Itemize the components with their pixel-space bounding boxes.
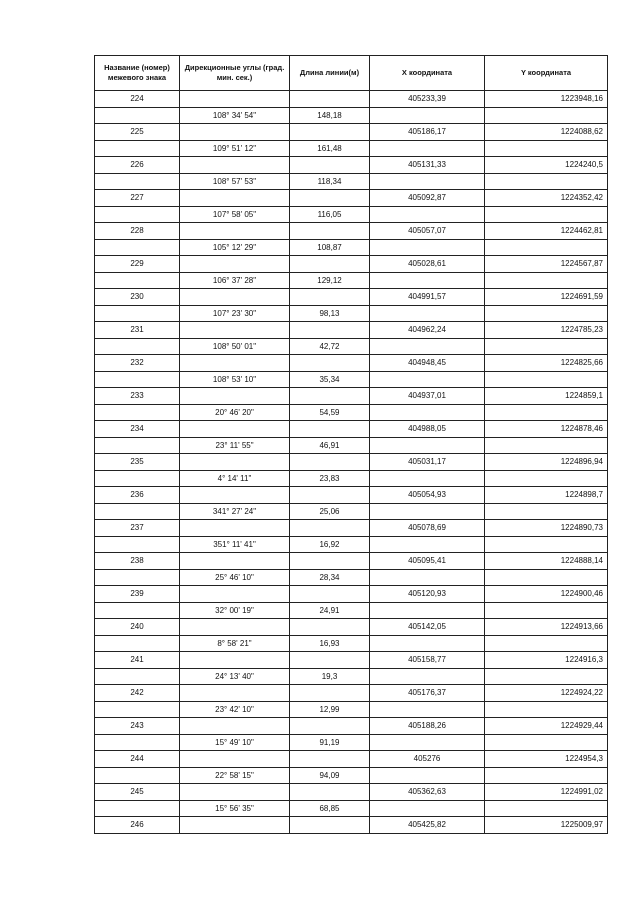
y-coordinate: 1224890,73 [485, 520, 608, 537]
empty-cell [485, 503, 608, 520]
empty-cell [95, 140, 180, 157]
empty-cell [485, 206, 608, 223]
empty-cell [290, 256, 370, 273]
point-row [95, 124, 608, 141]
y-coordinate: 1224900,46 [485, 586, 608, 603]
empty-cell [180, 454, 290, 471]
empty-cell [370, 107, 485, 124]
y-coordinate: 1224916,3 [485, 652, 608, 669]
segment-row [95, 272, 608, 289]
empty-cell [485, 437, 608, 454]
empty-cell [180, 388, 290, 405]
empty-cell [180, 751, 290, 768]
y-coordinate: 1224462,81 [485, 223, 608, 240]
point-name: 229 [95, 256, 180, 273]
line-length: 108,87 [290, 239, 370, 256]
empty-cell [95, 734, 180, 751]
empty-cell [290, 487, 370, 504]
empty-cell [370, 173, 485, 190]
x-coordinate: 405176,37 [370, 685, 485, 702]
line-length: 19,3 [290, 668, 370, 685]
empty-cell [95, 536, 180, 553]
segment-row [95, 767, 608, 784]
direction-angle: 351° 11' 41" [180, 536, 290, 553]
line-length: 35,34 [290, 371, 370, 388]
segment-row [95, 503, 608, 520]
segment-row [95, 602, 608, 619]
line-length: 118,34 [290, 173, 370, 190]
y-coordinate: 1224825,66 [485, 355, 608, 372]
y-coordinate: 1224567,87 [485, 256, 608, 273]
empty-cell [370, 800, 485, 817]
x-coordinate: 404988,05 [370, 421, 485, 438]
empty-cell [485, 569, 608, 586]
line-length: 28,34 [290, 569, 370, 586]
empty-cell [485, 536, 608, 553]
segment-row [95, 470, 608, 487]
point-row [95, 817, 608, 834]
empty-cell [290, 91, 370, 108]
empty-cell [95, 107, 180, 124]
direction-angle: 23° 42' 10" [180, 701, 290, 718]
empty-cell [370, 338, 485, 355]
empty-cell [180, 421, 290, 438]
empty-cell [370, 569, 485, 586]
segment-row [95, 437, 608, 454]
segment-row [95, 404, 608, 421]
direction-angle: 24° 13' 40" [180, 668, 290, 685]
empty-cell [370, 767, 485, 784]
point-row [95, 619, 608, 636]
empty-cell [370, 239, 485, 256]
point-row [95, 388, 608, 405]
empty-cell [95, 569, 180, 586]
point-row [95, 718, 608, 735]
empty-cell [95, 635, 180, 652]
segment-row [95, 371, 608, 388]
y-coordinate: 1224896,94 [485, 454, 608, 471]
x-coordinate: 404991,57 [370, 289, 485, 306]
direction-angle: 109° 51' 12" [180, 140, 290, 157]
table-body [95, 91, 608, 834]
point-name: 244 [95, 751, 180, 768]
x-coordinate: 405142,05 [370, 619, 485, 636]
line-length: 42,72 [290, 338, 370, 355]
empty-cell [290, 223, 370, 240]
point-row [95, 223, 608, 240]
empty-cell [95, 800, 180, 817]
point-name: 226 [95, 157, 180, 174]
segment-row [95, 206, 608, 223]
direction-angle: 108° 53' 10" [180, 371, 290, 388]
empty-cell [370, 734, 485, 751]
empty-cell [485, 338, 608, 355]
direction-angle: 32° 00' 19" [180, 602, 290, 619]
empty-cell [290, 784, 370, 801]
x-coordinate: 405031,17 [370, 454, 485, 471]
direction-angle: 22° 58' 15" [180, 767, 290, 784]
empty-cell [485, 668, 608, 685]
y-coordinate: 1224991,02 [485, 784, 608, 801]
direction-angle: 106° 37' 28" [180, 272, 290, 289]
line-length: 161,48 [290, 140, 370, 157]
segment-row [95, 107, 608, 124]
point-name: 225 [95, 124, 180, 141]
empty-cell [485, 602, 608, 619]
boundary-coordinates-table-wrapper [94, 55, 607, 834]
segment-row [95, 734, 608, 751]
x-coordinate: 405186,17 [370, 124, 485, 141]
line-length: 46,91 [290, 437, 370, 454]
point-row [95, 289, 608, 306]
direction-angle: 25° 46' 10" [180, 569, 290, 586]
point-row [95, 157, 608, 174]
empty-cell [485, 701, 608, 718]
y-coordinate: 1224859,1 [485, 388, 608, 405]
empty-cell [370, 470, 485, 487]
empty-cell [290, 421, 370, 438]
point-name: 242 [95, 685, 180, 702]
direction-angle: 20° 46' 20" [180, 404, 290, 421]
point-name: 227 [95, 190, 180, 207]
empty-cell [180, 487, 290, 504]
direction-angle: 15° 56' 35" [180, 800, 290, 817]
empty-cell [95, 767, 180, 784]
empty-cell [290, 289, 370, 306]
line-length: 16,92 [290, 536, 370, 553]
empty-cell [290, 190, 370, 207]
point-row [95, 91, 608, 108]
boundary-coordinates-table [94, 55, 608, 834]
empty-cell [485, 404, 608, 421]
empty-cell [180, 553, 290, 570]
empty-cell [485, 305, 608, 322]
x-coordinate: 405092,87 [370, 190, 485, 207]
point-name: 228 [95, 223, 180, 240]
empty-cell [370, 206, 485, 223]
point-row [95, 784, 608, 801]
empty-cell [95, 701, 180, 718]
empty-cell [370, 404, 485, 421]
point-name: 232 [95, 355, 180, 372]
empty-cell [180, 520, 290, 537]
y-coordinate: 1224785,23 [485, 322, 608, 339]
y-coordinate: 1224954,3 [485, 751, 608, 768]
x-coordinate: 405095,41 [370, 553, 485, 570]
point-name: 245 [95, 784, 180, 801]
empty-cell [485, 734, 608, 751]
header-x-coordinate: X координата [370, 56, 485, 91]
x-coordinate: 405057,07 [370, 223, 485, 240]
empty-cell [95, 371, 180, 388]
x-coordinate: 405028,61 [370, 256, 485, 273]
empty-cell [180, 685, 290, 702]
empty-cell [95, 305, 180, 322]
empty-cell [95, 470, 180, 487]
direction-angle: 8° 58' 21" [180, 635, 290, 652]
empty-cell [485, 173, 608, 190]
direction-angle: 105° 12' 29" [180, 239, 290, 256]
empty-cell [180, 256, 290, 273]
line-length: 25,06 [290, 503, 370, 520]
direction-angle: 15° 49' 10" [180, 734, 290, 751]
direction-angle: 23° 11' 55" [180, 437, 290, 454]
segment-row [95, 239, 608, 256]
point-row [95, 553, 608, 570]
empty-cell [180, 619, 290, 636]
y-coordinate: 1224088,62 [485, 124, 608, 141]
direction-angle: 107° 23' 30" [180, 305, 290, 322]
empty-cell [180, 190, 290, 207]
empty-cell [290, 553, 370, 570]
empty-cell [485, 767, 608, 784]
point-name: 243 [95, 718, 180, 735]
empty-cell [95, 239, 180, 256]
empty-cell [290, 586, 370, 603]
empty-cell [370, 371, 485, 388]
y-coordinate: 1225009,97 [485, 817, 608, 834]
empty-cell [290, 388, 370, 405]
table-header-row [95, 56, 608, 91]
y-coordinate: 1224352,42 [485, 190, 608, 207]
y-coordinate: 1224898,7 [485, 487, 608, 504]
empty-cell [180, 91, 290, 108]
empty-cell [370, 272, 485, 289]
point-name: 241 [95, 652, 180, 669]
y-coordinate: 1224913,66 [485, 619, 608, 636]
point-row [95, 487, 608, 504]
empty-cell [290, 652, 370, 669]
empty-cell [485, 140, 608, 157]
empty-cell [95, 173, 180, 190]
empty-cell [290, 619, 370, 636]
empty-cell [290, 355, 370, 372]
direction-angle: 108° 57' 53" [180, 173, 290, 190]
empty-cell [180, 223, 290, 240]
empty-cell [180, 586, 290, 603]
y-coordinate: 1224878,46 [485, 421, 608, 438]
x-coordinate: 404948,45 [370, 355, 485, 372]
empty-cell [485, 800, 608, 817]
empty-cell [370, 140, 485, 157]
empty-cell [485, 239, 608, 256]
point-name: 236 [95, 487, 180, 504]
direction-angle: 108° 50' 01" [180, 338, 290, 355]
empty-cell [370, 305, 485, 322]
point-name: 224 [95, 91, 180, 108]
point-name: 234 [95, 421, 180, 438]
x-coordinate: 405276 [370, 751, 485, 768]
y-coordinate: 1224888,14 [485, 553, 608, 570]
header-line-length: Длина линии(м) [290, 56, 370, 91]
line-length: 68,85 [290, 800, 370, 817]
point-row [95, 520, 608, 537]
segment-row [95, 338, 608, 355]
segment-row [95, 305, 608, 322]
empty-cell [95, 437, 180, 454]
point-name: 246 [95, 817, 180, 834]
empty-cell [180, 289, 290, 306]
empty-cell [180, 718, 290, 735]
empty-cell [95, 206, 180, 223]
point-name: 240 [95, 619, 180, 636]
segment-row [95, 569, 608, 586]
segment-row [95, 140, 608, 157]
line-length: 94,09 [290, 767, 370, 784]
x-coordinate: 405131,33 [370, 157, 485, 174]
line-length: 129,12 [290, 272, 370, 289]
empty-cell [370, 437, 485, 454]
point-row [95, 322, 608, 339]
line-length: 91,19 [290, 734, 370, 751]
empty-cell [290, 124, 370, 141]
x-coordinate: 405425,82 [370, 817, 485, 834]
segment-row [95, 701, 608, 718]
empty-cell [180, 322, 290, 339]
empty-cell [95, 404, 180, 421]
point-name: 239 [95, 586, 180, 603]
empty-cell [290, 751, 370, 768]
empty-cell [485, 107, 608, 124]
point-row [95, 685, 608, 702]
header-direction-angle: Дирекционные углы (град. мин. сек.) [180, 56, 290, 91]
x-coordinate: 404937,01 [370, 388, 485, 405]
point-row [95, 355, 608, 372]
direction-angle: 107° 58' 05" [180, 206, 290, 223]
point-row [95, 190, 608, 207]
empty-cell [370, 602, 485, 619]
empty-cell [180, 817, 290, 834]
empty-cell [290, 520, 370, 537]
empty-cell [95, 503, 180, 520]
header-point-name: Название (номер) межевого знака [95, 56, 180, 91]
y-coordinate: 1224924,22 [485, 685, 608, 702]
empty-cell [95, 272, 180, 289]
x-coordinate: 404962,24 [370, 322, 485, 339]
line-length: 24,91 [290, 602, 370, 619]
x-coordinate: 405054,93 [370, 487, 485, 504]
segment-row [95, 635, 608, 652]
direction-angle: 341° 27' 24" [180, 503, 290, 520]
empty-cell [180, 157, 290, 174]
line-length: 116,05 [290, 206, 370, 223]
empty-cell [370, 668, 485, 685]
y-coordinate: 1224929,44 [485, 718, 608, 735]
empty-cell [290, 322, 370, 339]
point-row [95, 751, 608, 768]
empty-cell [485, 272, 608, 289]
empty-cell [485, 371, 608, 388]
point-row [95, 421, 608, 438]
empty-cell [370, 701, 485, 718]
empty-cell [95, 338, 180, 355]
y-coordinate: 1224240,5 [485, 157, 608, 174]
empty-cell [485, 635, 608, 652]
segment-row [95, 173, 608, 190]
x-coordinate: 405120,93 [370, 586, 485, 603]
line-length: 23,83 [290, 470, 370, 487]
line-length: 148,18 [290, 107, 370, 124]
point-name: 230 [95, 289, 180, 306]
segment-row [95, 668, 608, 685]
empty-cell [180, 652, 290, 669]
point-name: 233 [95, 388, 180, 405]
line-length: 16,93 [290, 635, 370, 652]
x-coordinate: 405158,77 [370, 652, 485, 669]
x-coordinate: 405362,63 [370, 784, 485, 801]
empty-cell [370, 503, 485, 520]
header-y-coordinate: Y координата [485, 56, 608, 91]
empty-cell [290, 817, 370, 834]
direction-angle: 108° 34' 54" [180, 107, 290, 124]
empty-cell [95, 602, 180, 619]
point-name: 235 [95, 454, 180, 471]
empty-cell [485, 470, 608, 487]
empty-cell [290, 685, 370, 702]
empty-cell [290, 454, 370, 471]
line-length: 54,59 [290, 404, 370, 421]
empty-cell [95, 668, 180, 685]
empty-cell [180, 355, 290, 372]
segment-row [95, 800, 608, 817]
point-row [95, 586, 608, 603]
empty-cell [180, 124, 290, 141]
point-row [95, 256, 608, 273]
y-coordinate: 1223948,16 [485, 91, 608, 108]
empty-cell [370, 536, 485, 553]
point-name: 238 [95, 553, 180, 570]
point-name: 231 [95, 322, 180, 339]
x-coordinate: 405233,39 [370, 91, 485, 108]
direction-angle: 4° 14' 11" [180, 470, 290, 487]
line-length: 12,99 [290, 701, 370, 718]
empty-cell [180, 784, 290, 801]
point-name: 237 [95, 520, 180, 537]
x-coordinate: 405188,26 [370, 718, 485, 735]
point-row [95, 652, 608, 669]
empty-cell [290, 718, 370, 735]
segment-row [95, 536, 608, 553]
empty-cell [370, 635, 485, 652]
point-row [95, 454, 608, 471]
y-coordinate: 1224691,59 [485, 289, 608, 306]
x-coordinate: 405078,69 [370, 520, 485, 537]
empty-cell [290, 157, 370, 174]
line-length: 98,13 [290, 305, 370, 322]
